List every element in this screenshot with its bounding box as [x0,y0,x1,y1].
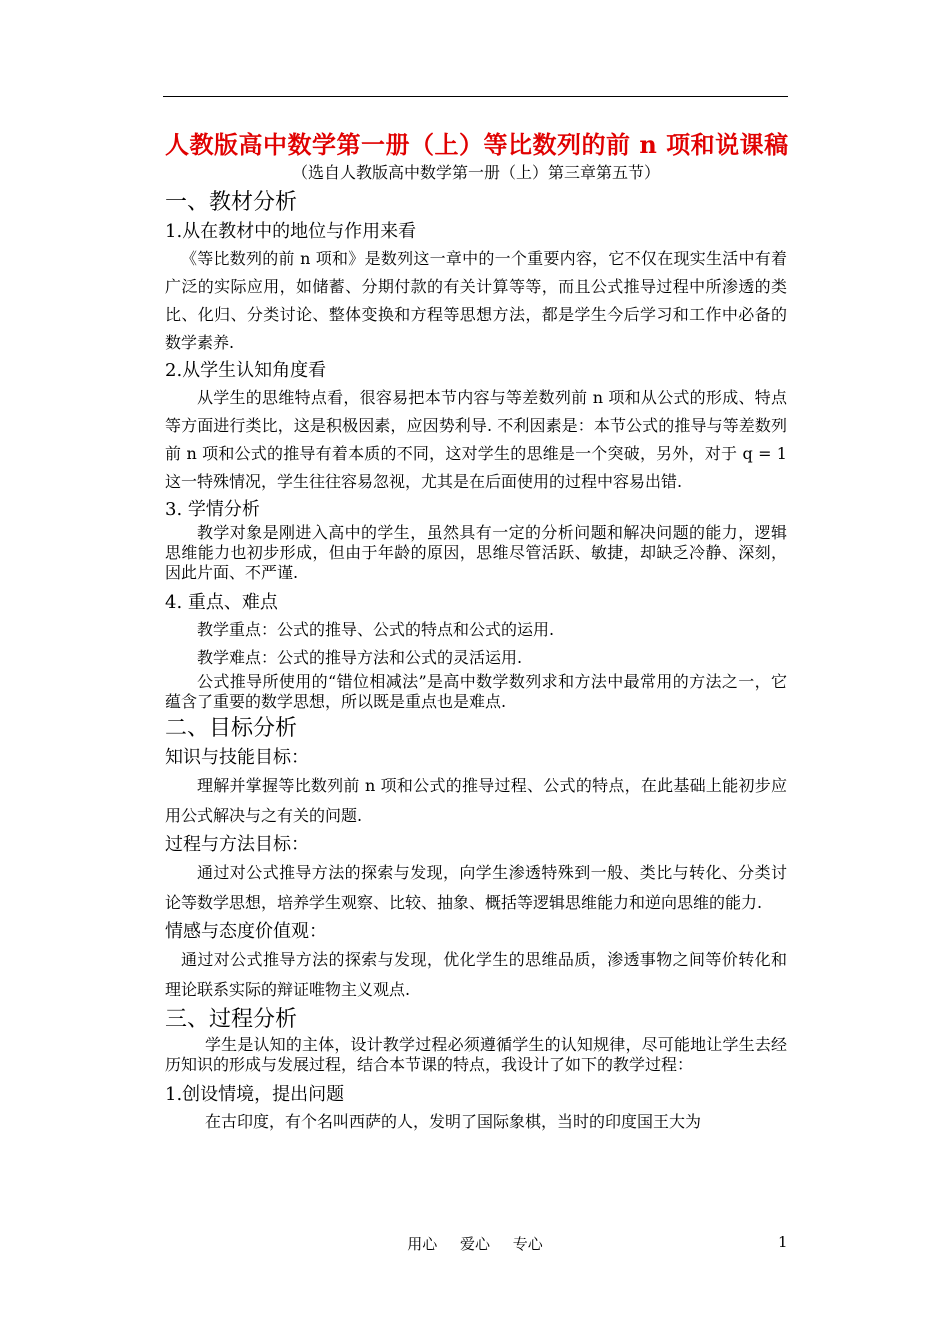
subheading-key-points: 4. 重点、难点 [165,592,278,613]
document-subtitle: （选自人教版高中数学第一册（上）第三章第五节） [291,163,660,182]
section-heading-textbook-analysis: 一、教材分析 [165,190,298,215]
document-title: 人教版高中数学第一册（上）等比数列的前 n 项和说课稿 [165,130,789,159]
section-heading-process-analysis: 三、过程分析 [165,1007,298,1032]
header-rule [163,96,788,97]
subheading-role-in-textbook: 1.从在教材中的地位与作用来看 [165,221,417,242]
paragraph-knowledge-goals: 理解并掌握等比数列前 n 项和公式的推导过程、公式的特点，在此基础上能初步应用公式解决与之有关的问题. [165,776,787,825]
page-number: 1 [778,1233,788,1251]
footer-motto: 用心 爱心 专心 [407,1235,543,1253]
paragraph-teaching-difficulty: 教学难点：公式的推导方法和公式的灵活运用. [197,648,523,667]
subheading-student-cognition: 2.从学生认知角度看 [165,360,327,381]
paragraph-chess-story: 在古印度，有个名叫西萨的人，发明了国际象棋，当时的印度国王大为 [205,1112,702,1131]
subheading-knowledge-goals: 知识与技能目标： [165,747,309,768]
paragraph-learner-analysis: 教学对象是刚进入高中的学生，虽然具有一定的分析问题和解决问题的能力，逻辑思维能力也初步形成，但由于年龄的原因，思维尽管活跃、敏捷，却缺乏冷静、深刻，因此片面、不严谨. [165,523,787,582]
paragraph-emotion-goals: 通过对公式推导方法的探索与发现，优化学生的思维品质，渗透事物之间等价转化和理论联系实际的辩证唯物主义观点. [165,950,787,999]
subheading-create-situation: 1.创设情境，提出问题 [165,1084,345,1105]
paragraph-process-intro: 学生是认知的主体，设计教学过程必须遵循学生的认知规律，尽可能地让学生去经历知识的形成与发展过程，结合本节课的特点，我设计了如下的教学过程： [165,1035,787,1074]
subheading-emotion-goals: 情感与态度价值观： [165,921,327,942]
subheading-learner-analysis: 3. 学情分析 [165,499,260,520]
paragraph-dislocation-subtraction: 公式推导所使用的“错位相减法”是高中数学数列求和方法中最常用的方法之一，它蕴含了重要的数学思想，所以既是重点也是难点. [165,672,787,711]
paragraph-role-in-textbook: 《等比数列的前 n 项和》是数列这一章中的一个重要内容，它不仅在现实生活中有着广泛的实际应用，如储蓄、分期付款的有关计算等等，而且公式推导过程中所渗透的类比、化归、分类讨论、整体变换和方程等思想方法，都是学生今后学习和工作中必备的数学素养. [165,249,787,352]
subheading-process-goals: 过程与方法目标： [165,834,309,855]
paragraph-student-cognition: 从学生的思维特点看，很容易把本节内容与等差数列前 n 项和从公式的形成、特点等方面进行类比，这是积极因素，应因势利导. 不利因素是：本节公式的推导与等差数列前 n 项和公式的推导有着本质的不同，这对学生的思维是一个突破，另外，对于 q = 1 这一特殊情况，学生往往容易忽视，尤其是在后面使用的过程中容易出错. [165,388,787,491]
document-body [165,128,787,1136]
section-heading-goal-analysis: 二、目标分析 [165,716,298,741]
paragraph-teaching-focus: 教学重点：公式的推导、公式的特点和公式的运用. [197,620,555,639]
paragraph-process-goals: 通过对公式推导方法的探索与发现，向学生渗透特殊到一般、类比与转化、分类讨论等数学思想，培养学生观察、比较、抽象、概括等逻辑思维能力和逆向思维的能力. [165,863,787,912]
